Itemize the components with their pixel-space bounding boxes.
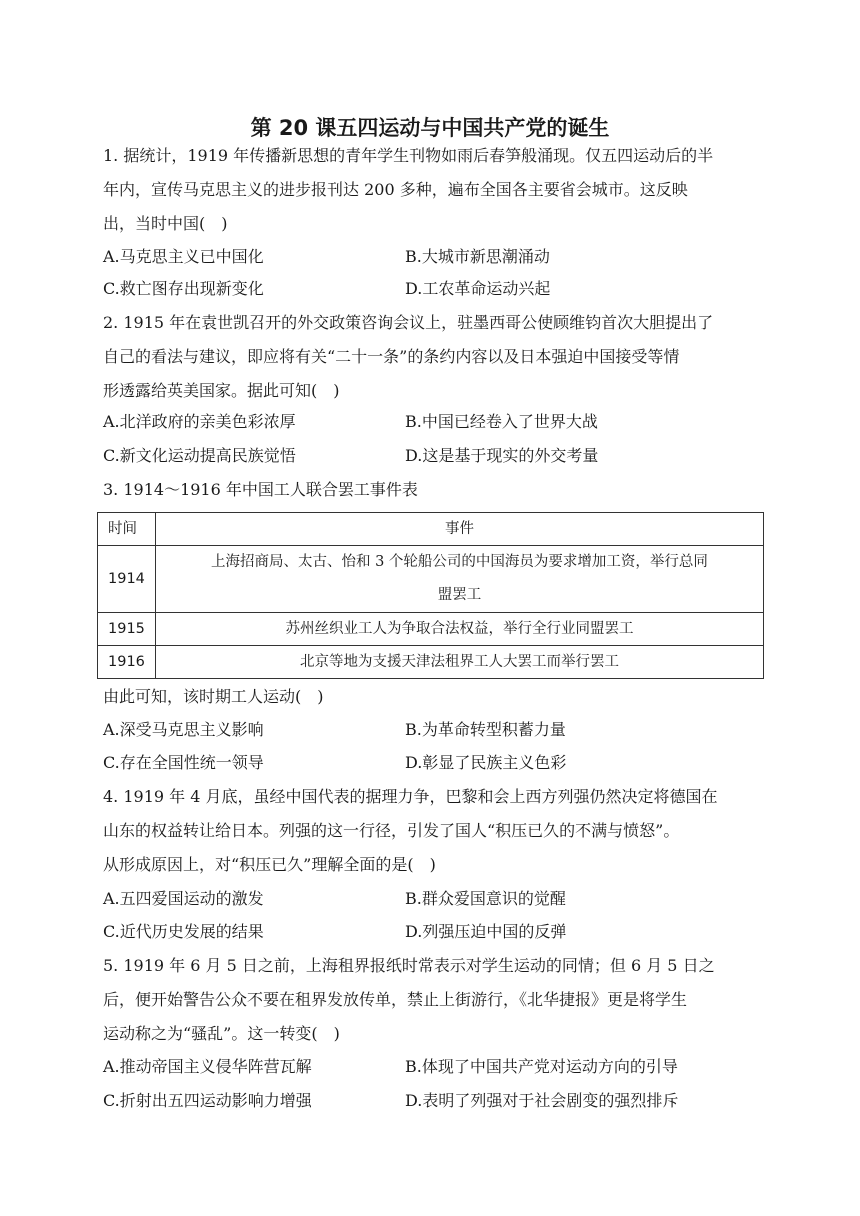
strike-events-table [97, 512, 764, 679]
q4-option-c: C.近代历史发展的结果 [103, 922, 264, 941]
table-header-row [98, 513, 764, 546]
stem-line: 5. 1919 年 6 月 5 日之前，上海租界报纸时常表示对学生运动的同情；但 6 月 5 日之 [103, 956, 715, 975]
q1-option-c: C.救亡图存出现新变化 [103, 279, 264, 298]
question-2-stem [103, 306, 763, 408]
q3-option-a: A.深受马克思主义影响 [103, 720, 264, 739]
stem-line: 4. 1919 年 4 月底，虽经中国代表的据理力争，巴黎和会上西方列强仍然决定将德国在 [103, 787, 718, 806]
stem-line: 出，当时中国( ) [103, 214, 228, 233]
q1-option-a: A.马克思主义已中国化 [103, 247, 264, 266]
stem-line: 年内，宣传马克思主义的进步报刊达 200 多种，遍布全国各主要省会城市。这反映 [103, 180, 688, 199]
row-year: 1914 [98, 546, 156, 613]
row-event: 北京等地为支援天津法租界工人大罢工而举行罢工 [155, 646, 763, 679]
stem-line: 自己的看法与建议，即应将有关“二十一条”的条约内容以及日本强迫中国接受等情 [103, 347, 680, 366]
header-event: 事件 [155, 513, 763, 546]
header-time: 时间 [98, 513, 156, 546]
q2-option-d: D.这是基于现实的外交考量 [405, 446, 599, 465]
stem-line: 2. 1915 年在袁世凯召开的外交政策咨询会议上，驻墨西哥公使顾维钧首次大胆提出了 [103, 313, 714, 332]
row-year: 1915 [98, 613, 156, 646]
table-row [98, 613, 764, 646]
row-year: 1916 [98, 646, 156, 679]
q4-option-a: A.五四爱国运动的激发 [103, 889, 264, 908]
q3-option-b: B.为革命转型积蓄力量 [405, 720, 566, 739]
event-line: 盟罢工 [437, 587, 482, 603]
stem-line: 从形成原因上，对“积压已久”理解全面的是( ) [103, 855, 436, 874]
page-title: 第 20 课五四运动与中国共产党的诞生 [250, 116, 610, 140]
table-row [98, 546, 764, 613]
table-row [98, 646, 764, 679]
question-4-stem [103, 780, 763, 882]
stem-line: 山东的权益转让给日本。列强的这一行径，引发了国人“积压已久的不满与愤怒”。 [103, 821, 680, 840]
q5-option-a: A.推动帝国主义侵华阵营瓦解 [103, 1057, 312, 1076]
q2-option-a: A.北洋政府的亲美色彩浓厚 [103, 412, 296, 431]
row-event [155, 546, 763, 613]
q4-option-d: D.列强压迫中国的反弹 [405, 922, 567, 941]
q1-option-b: B.大城市新思潮涌动 [405, 247, 550, 266]
q5-option-c: C.折射出五四运动影响力增强 [103, 1091, 312, 1110]
q5-option-d: D.表明了列强对于社会剧变的强烈排斥 [405, 1091, 679, 1110]
stem-line: 后，便开始警告公众不要在租界发放传单，禁止上街游行，《北华捷报》更是将学生 [103, 990, 688, 1009]
stem-line: 形透露给英美国家。据此可知( ) [103, 381, 340, 400]
q2-option-b: B.中国已经卷入了世界大战 [405, 412, 598, 431]
row-event: 苏州丝织业工人为争取合法权益，举行全行业同盟罢工 [155, 613, 763, 646]
stem-line: 运动称之为“骚乱”。这一转变( ) [103, 1024, 340, 1043]
stem-line: 1. 据统计，1919 年传播新思想的青年学生刊物如雨后春笋般涌现。仅五四运动后的半 [103, 146, 714, 165]
question-1-stem [103, 139, 763, 241]
question-5-stem [103, 949, 763, 1051]
q2-option-c: C.新文化运动提高民族觉悟 [103, 446, 296, 465]
q3-option-d: D.彰显了民族主义色彩 [405, 753, 567, 772]
q5-option-b: B.体现了中国共产党对运动方向的引导 [405, 1057, 678, 1076]
q1-option-d: D.工农革命运动兴起 [405, 279, 551, 298]
q4-option-b: B.群众爱国意识的觉醒 [405, 889, 566, 908]
event-line: 上海招商局、太古、怡和 3 个轮船公司的中国海员为要求增加工资，举行总同 [210, 554, 708, 570]
question-3-stem: 3. 1914～1916 年中国工人联合罢工事件表 [103, 480, 418, 499]
q3-option-c: C.存在全国性统一领导 [103, 753, 264, 772]
question-3-after: 由此可知，该时期工人运动( ) [103, 687, 324, 706]
